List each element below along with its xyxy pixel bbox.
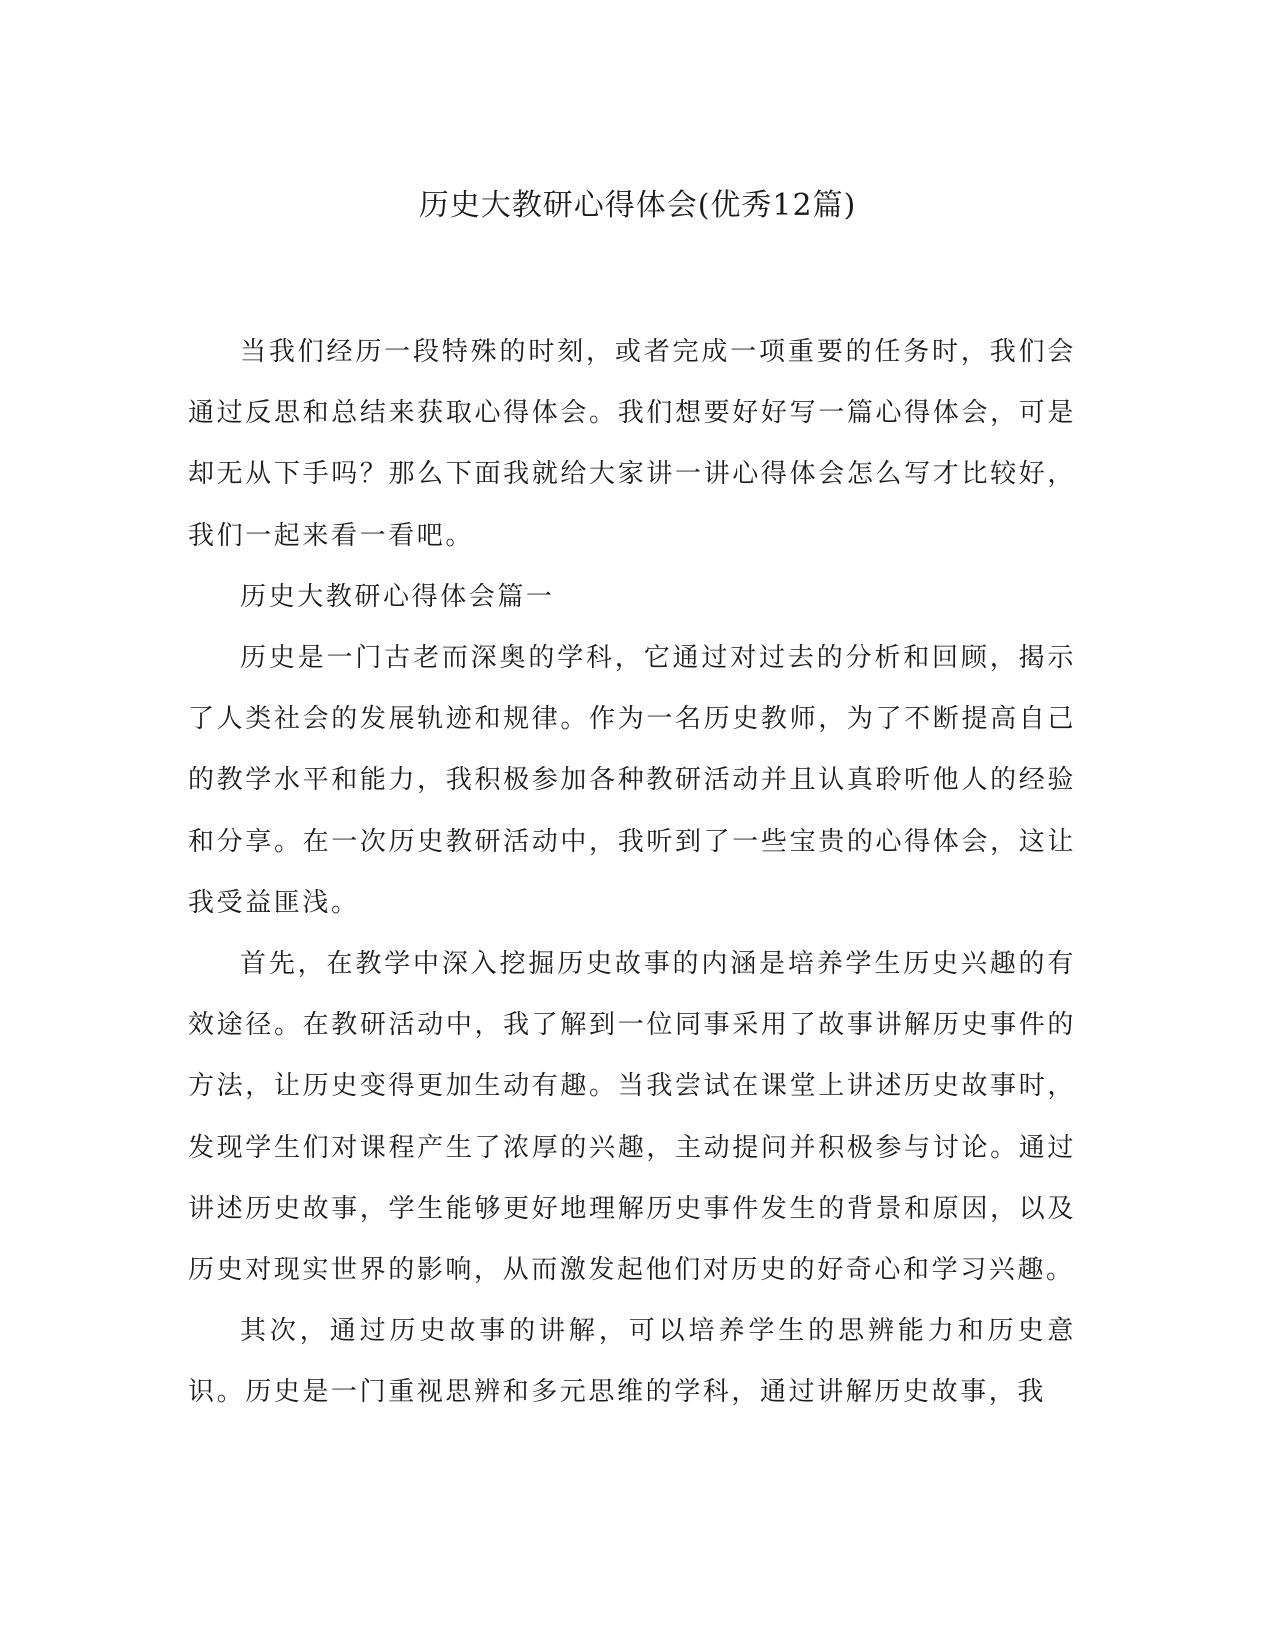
document-title: 历史大教研心得体会(优秀12篇) [418, 188, 857, 223]
paragraph-intro: 当我们经历一段特殊的时刻，或者完成一项重要的任务时，我们会通过反思和总结来获取心得体会。我们想要好好写一篇心得体会，可是却无从下手吗？那么下面我就给大家讲一讲心得体会怎么写才比较好，我们一起来看一看吧。 [188, 337, 1076, 551]
document-body [188, 322, 1076, 1424]
section-heading: 历史大教研心得体会篇一 [240, 581, 555, 612]
paragraph: 其次，通过历史故事的讲解，可以培养学生的思辨能力和历史意识。历史是一门重视思辨和多元思维的学科，通过讲解历史故事，我 [188, 1316, 1076, 1408]
paragraph: 历史是一门古老而深奥的学科，它通过对过去的分析和回顾，揭示了人类社会的发展轨迹和规律。作为一名历史教师，为了不断提高自己的教学水平和能力，我积极参加各种教研活动并且认真聆听他人的经验和分享。在一次历史教研活动中，我听到了一些宝贵的心得体会，这让我受益匪浅。 [188, 643, 1076, 918]
paragraph: 首先，在教学中深入挖掘历史故事的内涵是培养学生历史兴趣的有效途径。在教研活动中，我了解到一位同事采用了故事讲解历史事件的方法，让历史变得更加生动有趣。当我尝试在课堂上讲述历史故事时，发现学生们对课程产生了浓厚的兴趣，主动提问并积极参与讨论。通过讲述历史故事，学生能够更好地理解历史事件发生的背景和原因，以及历史对现实世界的影响，从而激发起他们对历史的好奇心和学习兴趣。 [188, 949, 1076, 1286]
